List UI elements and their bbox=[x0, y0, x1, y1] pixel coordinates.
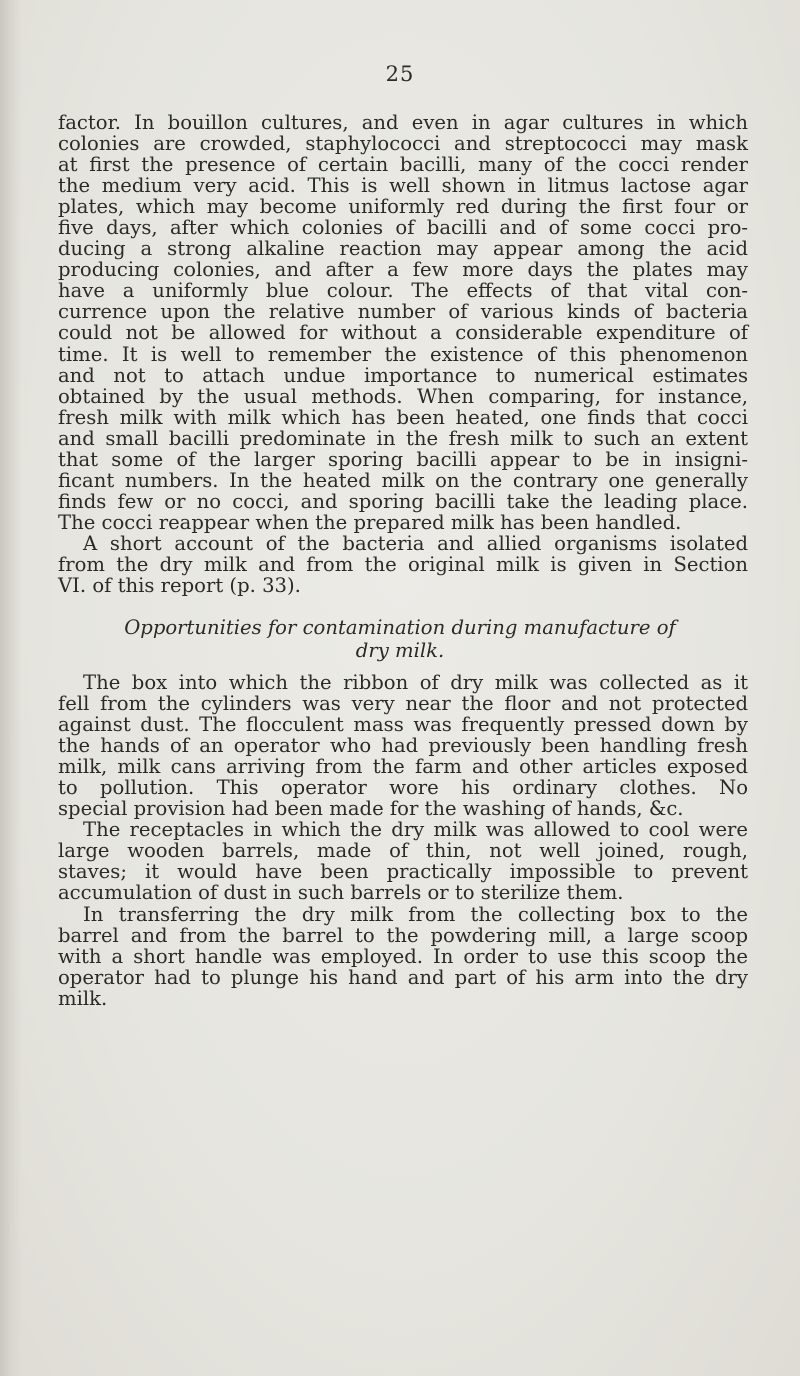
text-line: VI. of this report (p. 33). bbox=[58, 574, 301, 598]
body-text-bottom bbox=[58, 672, 748, 1009]
text-line: factor. In bouillon cultures, and even in agar cultures in which bbox=[58, 111, 748, 134]
text-line: to pollution. This operator wore his ordinary clothes. No bbox=[58, 776, 748, 800]
text-line: colonies are crowded, staphylococci and streptococci may mask bbox=[58, 132, 748, 156]
heading-line: dry milk. bbox=[355, 639, 445, 662]
text-line: and small bacilli predominate in the fresh milk to such an extent bbox=[58, 426, 748, 450]
binding-shadow bbox=[0, 0, 22, 1376]
text-line: milk. bbox=[58, 986, 108, 1010]
text-line: at first the presence of certain bacilli, many of the cocci render bbox=[58, 153, 748, 177]
text-line: five days, after which colonies of bacilli and of some cocci pro- bbox=[58, 216, 748, 240]
text-line: ducing a strong alkaline reaction may appear among the acid bbox=[58, 237, 748, 261]
text-line: from the dry milk and from the original milk is given in Section bbox=[58, 552, 748, 576]
text-line: staves; it would have been practically impossible to prevent bbox=[58, 860, 748, 884]
text-line: The cocci reappear when the prepared milk has been handled. bbox=[58, 510, 682, 534]
text-line: special provision had been made for the washing of hands, &c. bbox=[58, 797, 684, 821]
text-line: finds few or no cocci, and sporing bacilli take the leading place. bbox=[58, 489, 748, 513]
text-line: A short account of the bacteria and allied organisms isolated bbox=[83, 531, 748, 555]
text-line: time. It is well to remember the existence of this phenomenon bbox=[58, 342, 748, 366]
text-line: The receptacles in which the dry milk was allowed to cool were bbox=[83, 818, 748, 842]
text-line: large wooden barrels, made of thin, not well joined, rough, bbox=[58, 839, 748, 863]
paragraph bbox=[58, 819, 748, 903]
paragraph bbox=[58, 904, 748, 1009]
section-heading bbox=[0, 616, 800, 662]
paragraph bbox=[58, 112, 748, 533]
paragraph bbox=[58, 533, 748, 596]
heading-line: Opportunities for contamination during manufacture of bbox=[124, 616, 676, 639]
paragraph bbox=[58, 672, 748, 819]
text-line: that some of the larger sporing bacilli appear to be in insigni- bbox=[58, 447, 748, 471]
text-line: currence upon the relative number of various kinds of bacteria bbox=[58, 300, 748, 324]
text-line: against dust. The flocculent mass was frequently pressed down by bbox=[58, 713, 748, 737]
text-line: The box into which the ribbon of dry milk was collected as it bbox=[83, 671, 748, 694]
text-line: and not to attach undue importance to numerical estimates bbox=[58, 363, 748, 387]
text-line: In transferring the dry milk from the collecting box to the bbox=[83, 902, 748, 926]
text-line: barrel and from the barrel to the powdering mill, a large scoop bbox=[58, 923, 748, 947]
text-line: the hands of an operator who had previously been handling fresh bbox=[58, 734, 748, 758]
text-line: plates, which may become uniformly red during the first four or bbox=[58, 195, 748, 219]
text-line: have a uniformly blue colour. The effects of that vital con- bbox=[58, 279, 748, 303]
text-line: milk, milk cans arriving from the farm and other articles exposed bbox=[58, 755, 748, 779]
text-line: operator had to plunge his hand and part of his arm into the dry bbox=[58, 965, 748, 989]
text-line: could not be allowed for without a considerable expenditure of bbox=[58, 321, 748, 345]
page-number: 25 bbox=[385, 62, 415, 86]
body-text-top bbox=[58, 112, 748, 596]
text-line: fresh milk with milk which has been heated, one finds that cocci bbox=[58, 405, 748, 429]
text-line: obtained by the usual methods. When comparing, for instance, bbox=[58, 384, 748, 408]
text-line: accumulation of dust in such barrels or to sterilize them. bbox=[58, 881, 624, 905]
text-line: with a short handle was employed. In order to use this scoop the bbox=[58, 944, 748, 968]
text-line: the medium very acid. This is well shown in litmus lactose agar bbox=[58, 174, 748, 198]
text-line: producing colonies, and after a few more days the plates may bbox=[58, 258, 748, 282]
text-line: ficant numbers. In the heated milk on the contrary one generally bbox=[58, 468, 748, 492]
text-line: fell from the cylinders was very near the floor and not protected bbox=[58, 692, 748, 716]
